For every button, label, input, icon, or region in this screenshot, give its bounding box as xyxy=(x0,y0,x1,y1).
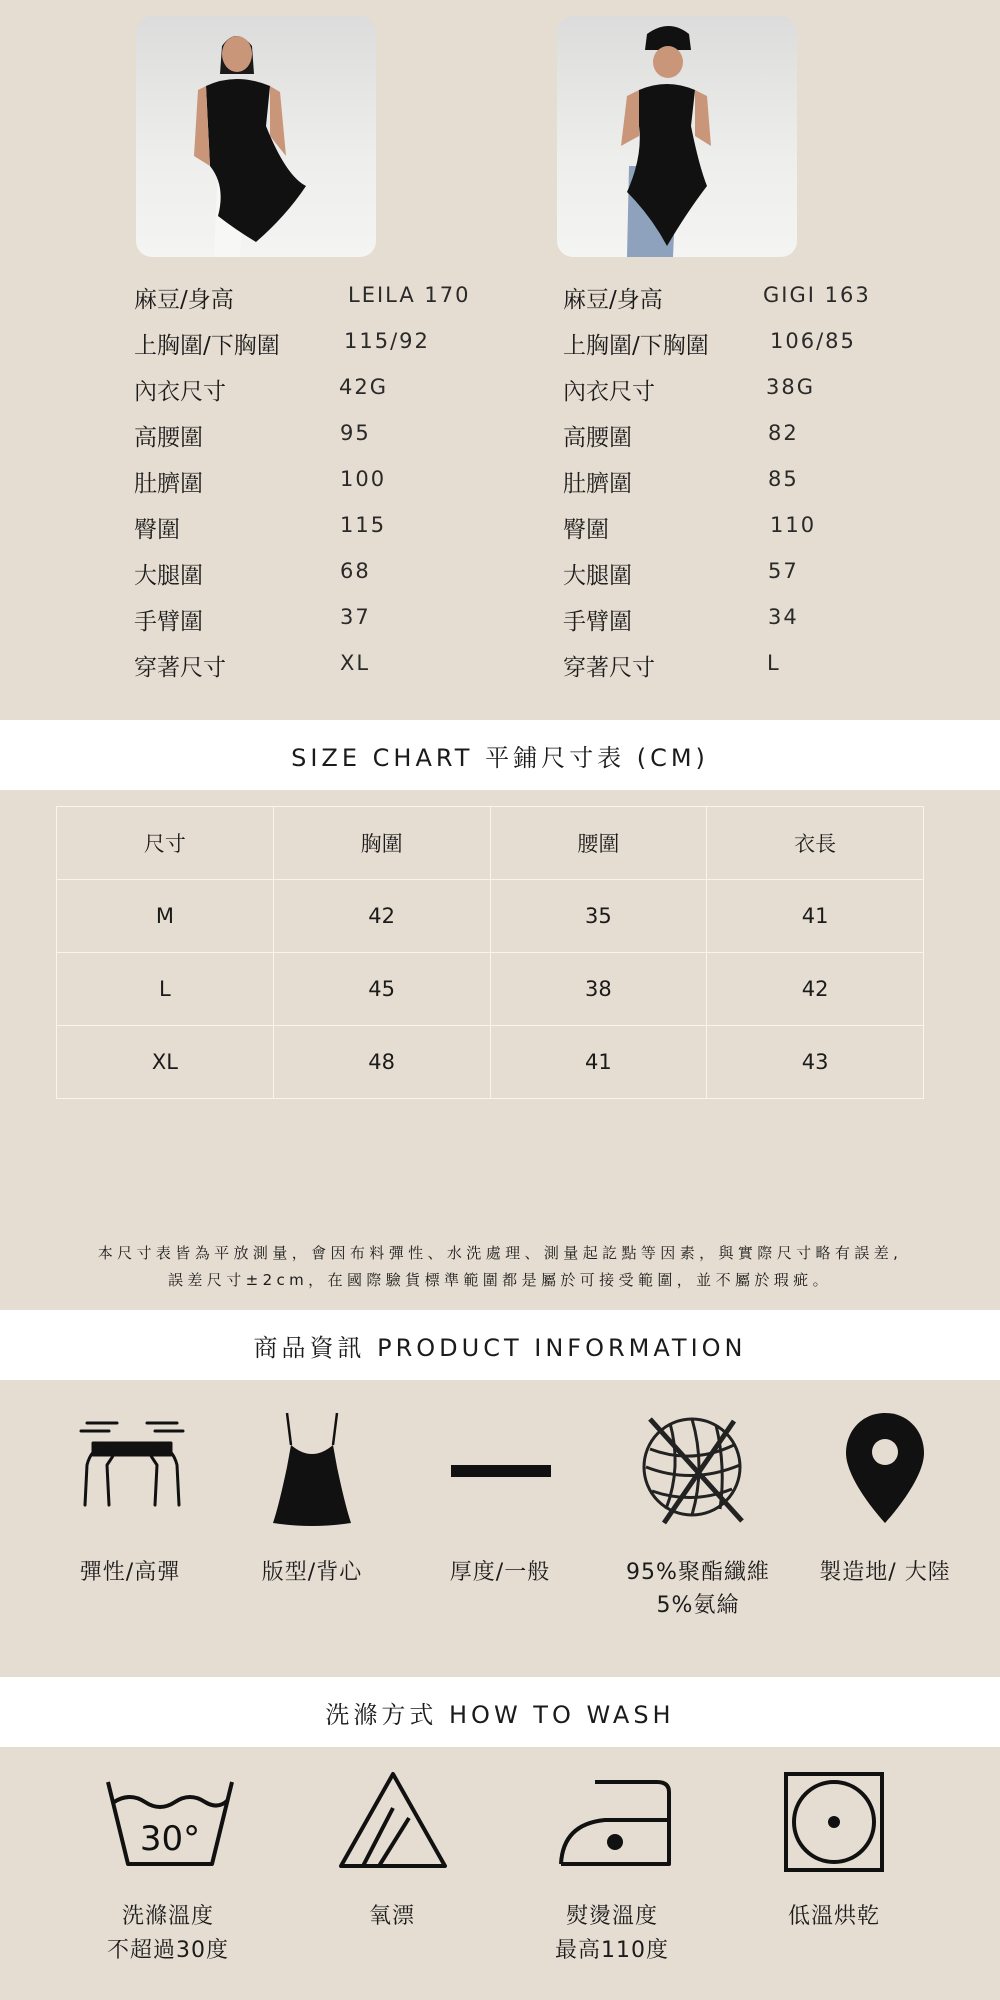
measure-value: 100 xyxy=(340,467,387,491)
product-info-line: 彈性/高彈 xyxy=(79,1560,181,1585)
model-measurements-gigi xyxy=(563,275,943,689)
product-info-heading: 商品資訊 PRODUCT INFORMATION xyxy=(0,1310,1000,1380)
thickness-bar-icon xyxy=(435,1405,565,1535)
table-row xyxy=(57,880,924,953)
measure-label: 麻豆/身高 xyxy=(563,287,663,313)
measure-value: 82 xyxy=(768,421,799,445)
product-info-label xyxy=(785,1556,985,1589)
measure-value: 85 xyxy=(768,467,799,491)
wash-temp-text: 30° xyxy=(139,1819,201,1859)
model-photo-gigi xyxy=(557,16,797,257)
measure-value: GIGI 163 xyxy=(763,283,871,307)
measure-label: 大腿圍 xyxy=(134,563,203,589)
measure-label: 內衣尺寸 xyxy=(563,379,655,405)
size-chart-note-line: 誤差尺寸±2cm，在國際驗貨標準範圍都是屬於可接受範圍，並不屬於瑕疵。 xyxy=(168,1271,832,1289)
table-row xyxy=(57,1026,924,1099)
table-header-cell: 胸圍 xyxy=(273,807,490,880)
measure-label: 高腰圍 xyxy=(563,425,632,451)
measure-label: 麻豆/身高 xyxy=(134,287,234,313)
yarn-ball-icon xyxy=(630,1405,760,1535)
product-info-label xyxy=(400,1556,600,1589)
wash-line: 熨燙溫度 xyxy=(565,1904,658,1929)
wash-label xyxy=(512,1900,712,1968)
wash-line: 洗滌溫度 xyxy=(121,1904,214,1929)
wash-line: 不超過30度 xyxy=(107,1938,229,1963)
measure-label: 大腿圍 xyxy=(563,563,632,589)
measure-label: 上胸圍/下胸圍 xyxy=(134,333,280,359)
iron-icon xyxy=(545,1768,685,1878)
table-cell: M xyxy=(57,880,274,953)
measure-label: 高腰圍 xyxy=(134,425,203,451)
product-info-line: 製造地/ 大陸 xyxy=(819,1560,951,1585)
model-row xyxy=(563,275,943,321)
product-info-line: 版型/背心 xyxy=(261,1560,363,1585)
model-row xyxy=(563,459,943,505)
measure-label: 穿著尺寸 xyxy=(563,655,655,681)
wash-label xyxy=(292,1900,492,1934)
table-cell: 41 xyxy=(707,880,924,953)
table-cell: 45 xyxy=(273,953,490,1026)
measure-value: 68 xyxy=(340,559,371,583)
table-header-cell: 尺寸 xyxy=(57,807,274,880)
measure-value: 42G xyxy=(339,375,388,399)
measure-label: 肚臍圍 xyxy=(563,471,632,497)
tumble-dry-low-icon xyxy=(764,1768,904,1878)
measure-label: 手臂圍 xyxy=(134,609,203,635)
model-row xyxy=(134,367,514,413)
measure-value: 38G xyxy=(766,375,815,399)
product-info-label xyxy=(30,1556,230,1589)
measure-label: 上胸圍/下胸圍 xyxy=(563,333,709,359)
measure-value: 115/92 xyxy=(344,329,430,353)
model-row xyxy=(563,505,943,551)
product-info-line: 95%聚酯纖維 xyxy=(626,1560,770,1585)
table-header-row xyxy=(57,807,924,880)
measure-value: 106/85 xyxy=(770,329,856,353)
measure-value: 37 xyxy=(340,605,371,629)
model-row xyxy=(563,367,943,413)
measure-label: 內衣尺寸 xyxy=(134,379,226,405)
table-cell: 42 xyxy=(707,953,924,1026)
measure-label: 手臂圍 xyxy=(563,609,632,635)
measure-value: 57 xyxy=(768,559,799,583)
oxygen-bleach-icon xyxy=(323,1768,463,1878)
model-row xyxy=(134,413,514,459)
size-chart-note xyxy=(20,1240,980,1294)
camisole-icon xyxy=(247,1405,377,1535)
measure-label: 臀圍 xyxy=(134,517,180,543)
measure-label: 穿著尺寸 xyxy=(134,655,226,681)
product-info-label xyxy=(212,1556,412,1589)
table-header-cell: 腰圍 xyxy=(490,807,707,880)
measure-label: 臀圍 xyxy=(563,517,609,543)
measure-label: 肚臍圍 xyxy=(134,471,203,497)
table-cell: 41 xyxy=(490,1026,707,1099)
model-row xyxy=(134,321,514,367)
product-info-line: 5%氨綸 xyxy=(656,1593,740,1618)
size-chart-heading: SIZE CHART 平鋪尺寸表 (CM) xyxy=(0,720,1000,790)
model-row xyxy=(134,643,514,689)
wash-label xyxy=(68,1900,268,1968)
product-info-line: 厚度/一般 xyxy=(449,1560,551,1585)
table-cell: 48 xyxy=(273,1026,490,1099)
model-row xyxy=(563,413,943,459)
wash-30-icon xyxy=(100,1768,240,1878)
table-cell: 35 xyxy=(490,880,707,953)
table-cell: 42 xyxy=(273,880,490,953)
measure-value: 110 xyxy=(770,513,817,537)
wash-line: 低溫烘乾 xyxy=(787,1904,880,1929)
measure-value: 115 xyxy=(340,513,387,537)
model-row xyxy=(563,597,943,643)
model-row xyxy=(563,643,943,689)
measure-value: L xyxy=(767,651,781,675)
model-row xyxy=(134,459,514,505)
table-cell: 38 xyxy=(490,953,707,1026)
model-row xyxy=(134,597,514,643)
wash-label xyxy=(734,1900,934,1934)
model-row xyxy=(563,551,943,597)
model-photo-gigi-figure xyxy=(557,16,797,257)
measure-value: XL xyxy=(340,651,371,675)
table-cell: XL xyxy=(57,1026,274,1099)
location-pin-icon xyxy=(820,1405,950,1535)
model-row xyxy=(134,505,514,551)
wash-heading: 洗滌方式 HOW TO WASH xyxy=(0,1677,1000,1747)
table-cell: L xyxy=(57,953,274,1026)
wash-line: 氧漂 xyxy=(368,1904,415,1929)
wash-line: 最高110度 xyxy=(555,1938,669,1963)
measure-value: 34 xyxy=(768,605,799,629)
size-chart-table xyxy=(56,806,924,1099)
model-row xyxy=(563,321,943,367)
size-chart-note-line: 本尺寸表皆為平放測量，會因布料彈性、水洗處理、測量起訖點等因素，與實際尺寸略有誤差, xyxy=(97,1244,903,1262)
measure-value: 95 xyxy=(340,421,371,445)
table-header-cell: 衣長 xyxy=(707,807,924,880)
table-cell: 43 xyxy=(707,1026,924,1099)
stretch-hands-icon xyxy=(67,1405,197,1535)
model-row xyxy=(134,275,514,321)
model-photo-leila xyxy=(136,16,376,257)
model-measurements-leila xyxy=(134,275,514,689)
measure-value: LEILA 170 xyxy=(348,283,471,307)
table-row xyxy=(57,953,924,1026)
model-row xyxy=(134,551,514,597)
model-photo-leila-figure xyxy=(136,16,376,257)
product-info-label xyxy=(598,1556,798,1622)
